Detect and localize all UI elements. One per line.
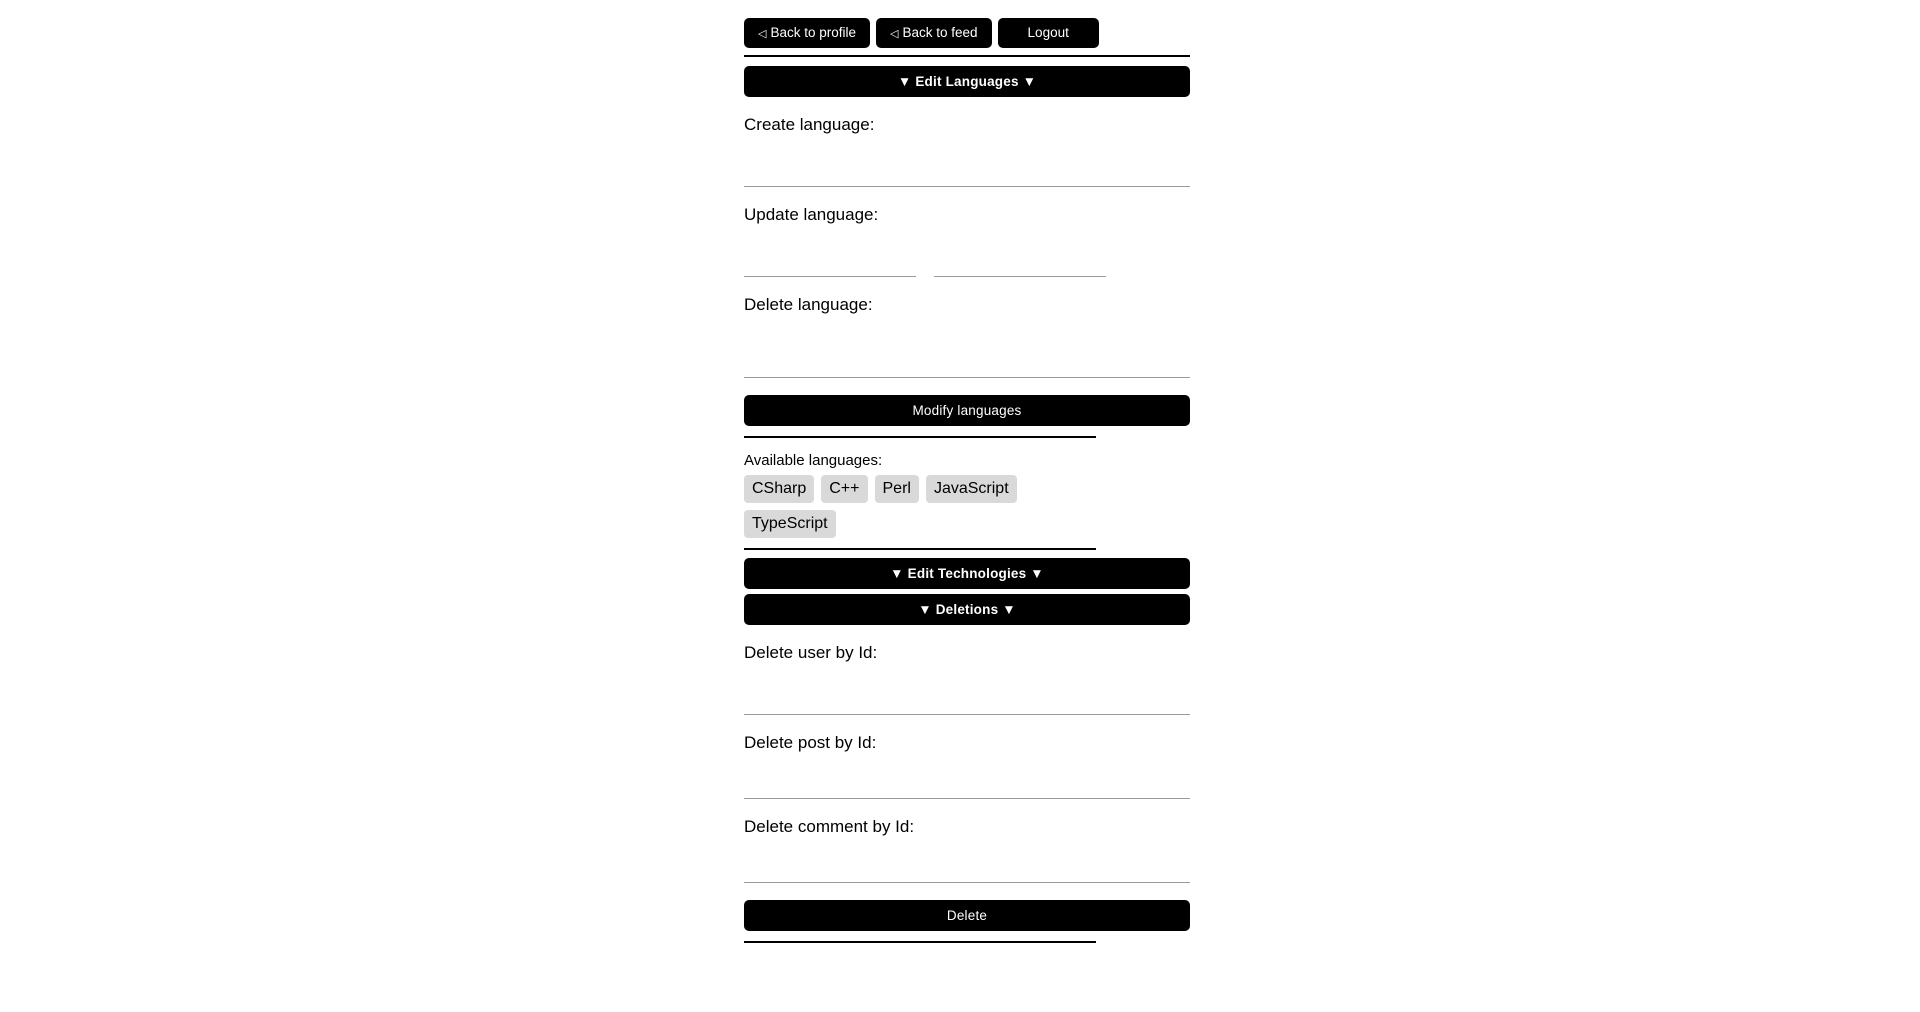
back-arrow-icon: ◁ xyxy=(758,28,767,40)
create-language-input[interactable] xyxy=(744,159,1190,187)
back-arrow-icon: ◁ xyxy=(890,28,899,40)
language-chip[interactable]: Perl xyxy=(875,475,919,503)
deletions-divider xyxy=(744,941,1096,943)
delete-language-input[interactable] xyxy=(744,350,1190,378)
main-column xyxy=(744,0,1190,951)
update-language-old-input[interactable] xyxy=(744,249,916,277)
edit-languages-section-header[interactable]: ▼ Edit Languages ▼ xyxy=(744,66,1190,97)
back-to-feed-label: Back to feed xyxy=(902,25,978,40)
delete-post-id-input[interactable] xyxy=(744,771,1190,799)
edit-technologies-section-header[interactable]: ▼ Edit Technologies ▼ xyxy=(744,558,1190,589)
delete-comment-id-input[interactable] xyxy=(744,855,1190,883)
deletions-section-header[interactable]: ▼ Deletions ▼ xyxy=(744,594,1190,625)
delete-button[interactable]: Delete xyxy=(744,900,1190,931)
delete-language-label: Delete language: xyxy=(744,295,873,315)
language-chip[interactable]: TypeScript xyxy=(744,510,836,538)
create-language-label: Create language: xyxy=(744,115,875,135)
top-nav xyxy=(744,0,1190,48)
nav-divider xyxy=(744,55,1190,57)
update-language-fields xyxy=(744,249,1190,277)
modify-languages-button[interactable]: Modify languages xyxy=(744,395,1190,426)
available-languages-list xyxy=(744,475,1096,537)
languages-divider xyxy=(744,436,1096,438)
delete-comment-label: Delete comment by Id: xyxy=(744,816,915,836)
language-chip[interactable]: C++ xyxy=(821,475,867,503)
delete-user-label: Delete user by Id: xyxy=(744,642,878,662)
language-chip[interactable]: CSharp xyxy=(744,475,814,503)
back-to-profile-button[interactable] xyxy=(744,18,870,48)
back-to-profile-label: Back to profile xyxy=(770,25,857,40)
available-languages-label: Available languages: xyxy=(744,452,883,470)
delete-post-label: Delete post by Id: xyxy=(744,732,877,752)
update-language-new-input[interactable] xyxy=(934,249,1106,277)
delete-user-id-input[interactable] xyxy=(744,687,1190,715)
back-to-feed-button[interactable] xyxy=(876,18,992,48)
available-languages-divider xyxy=(744,548,1096,550)
logout-button[interactable]: Logout xyxy=(998,18,1099,48)
update-language-label: Update language: xyxy=(744,205,879,225)
language-chip[interactable]: JavaScript xyxy=(926,475,1017,503)
